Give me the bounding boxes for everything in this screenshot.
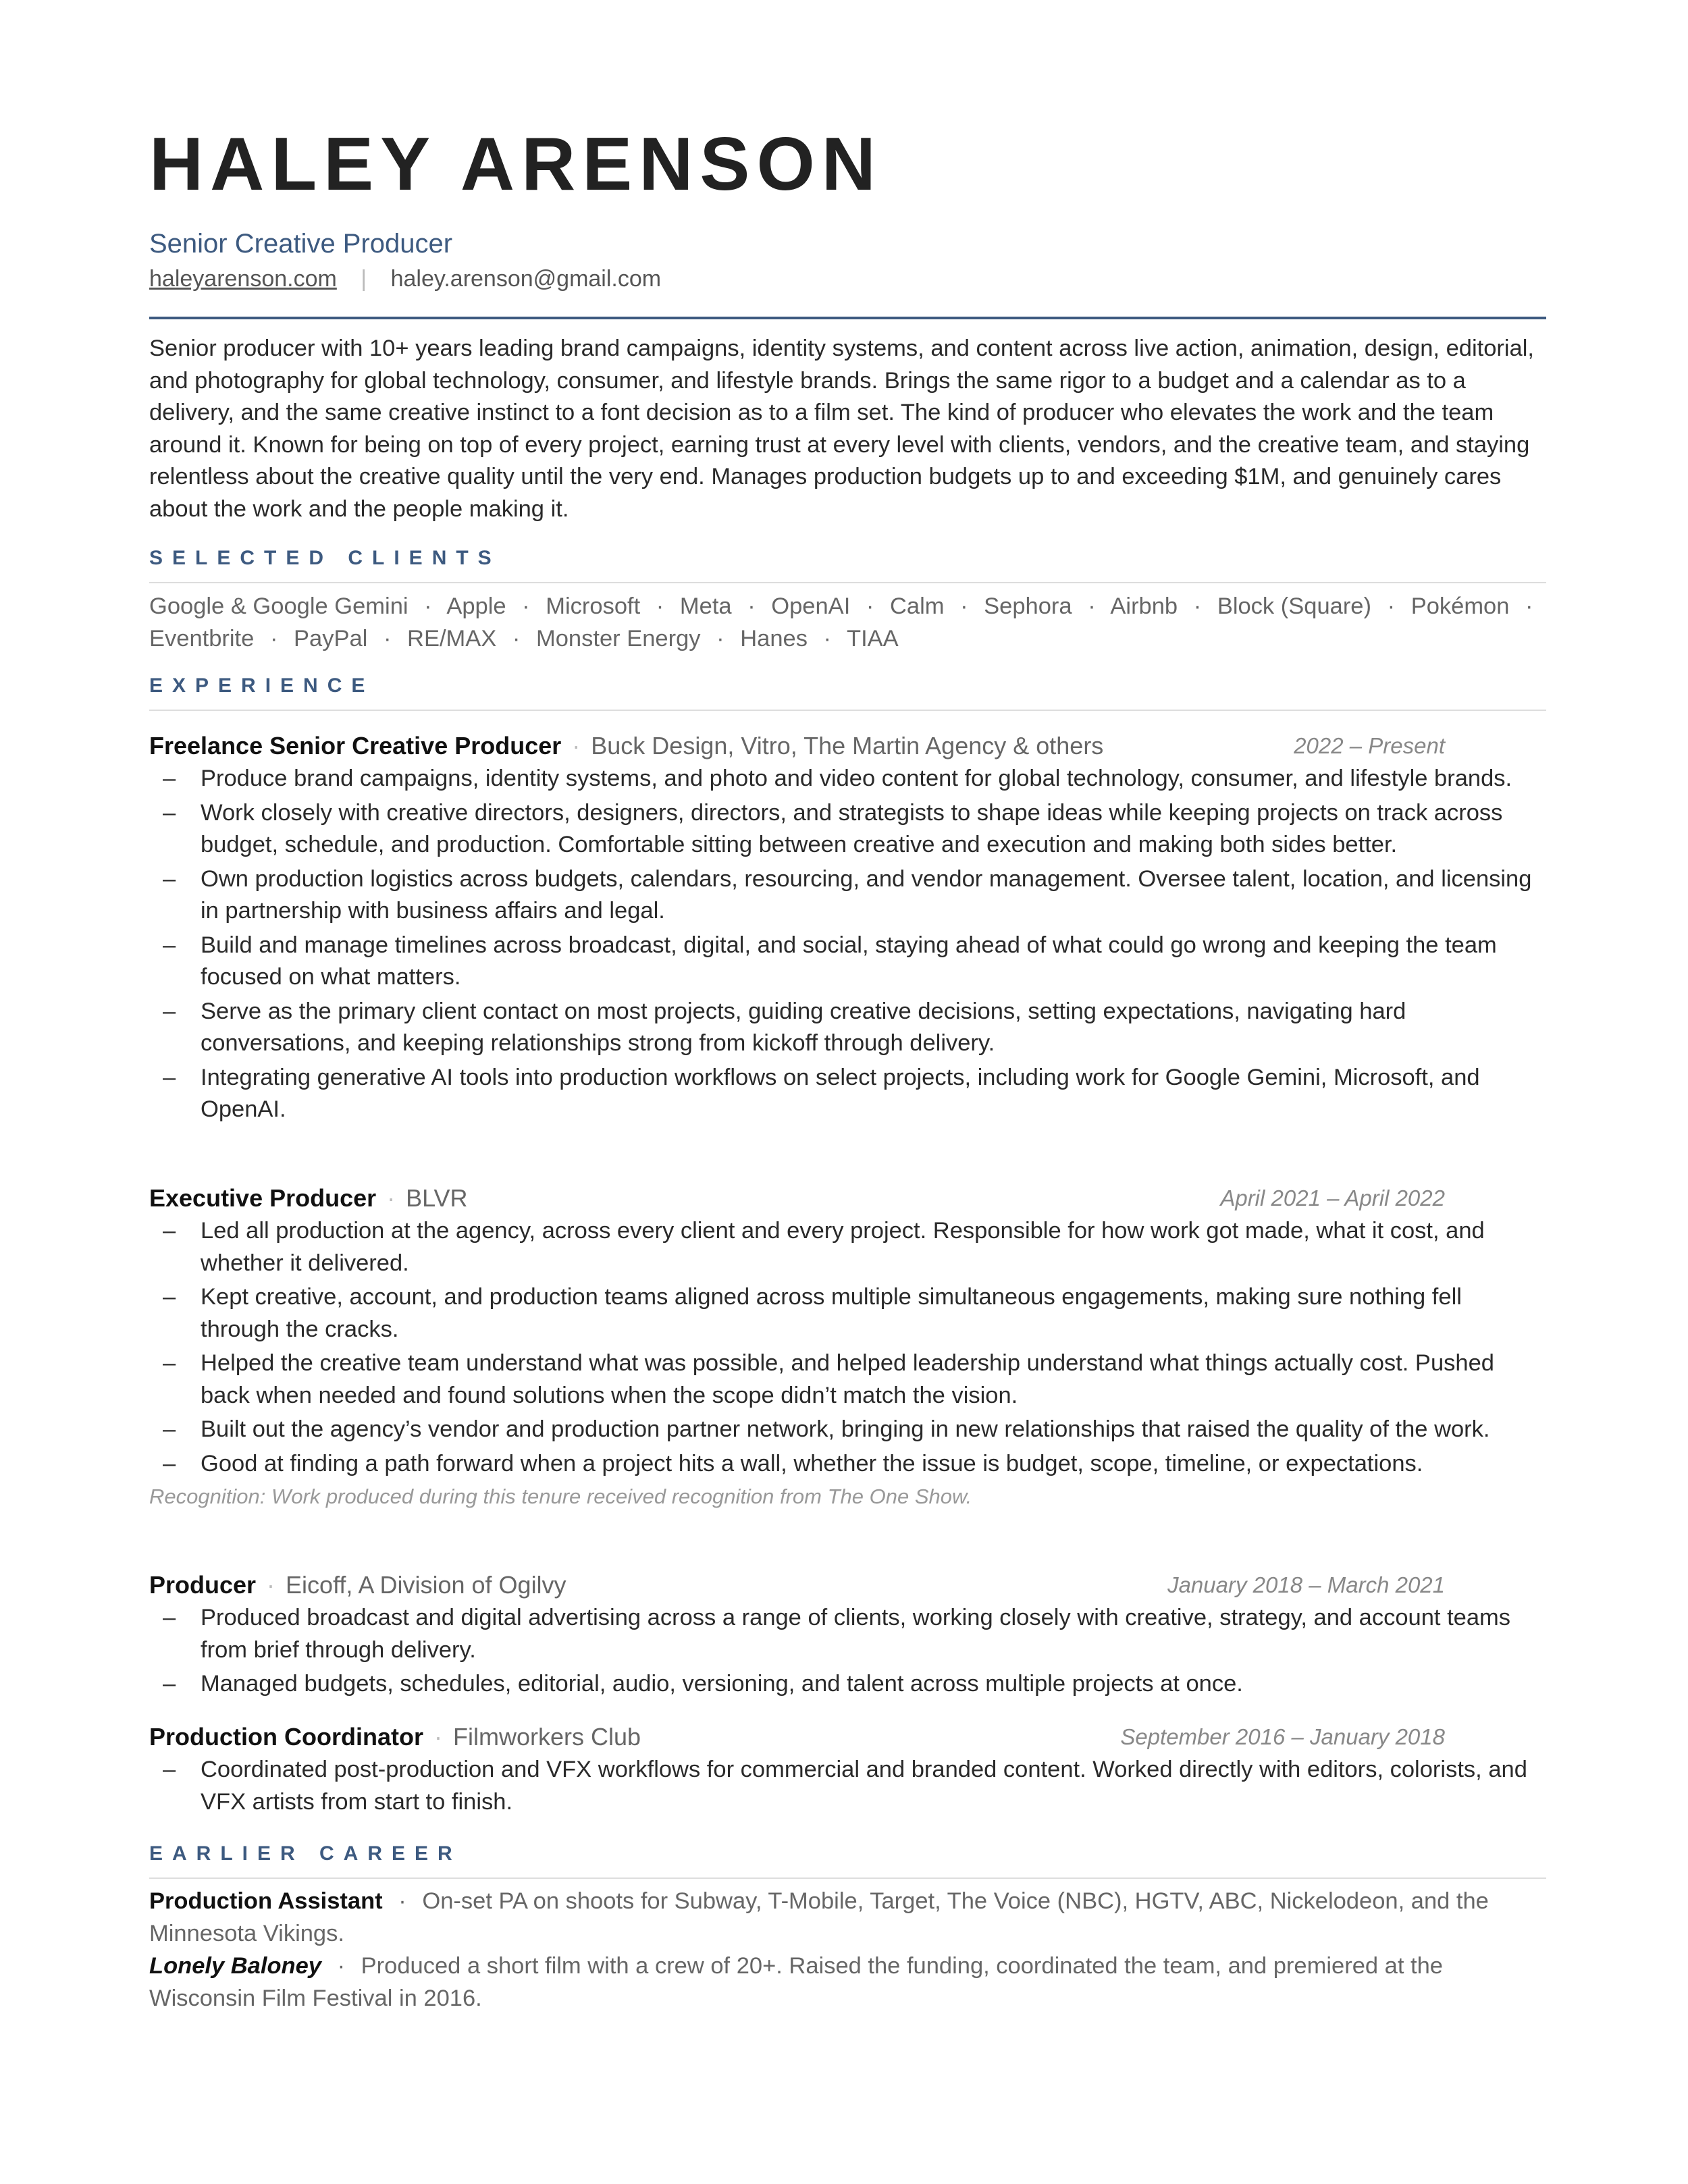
client-name: RE/MAX: [407, 626, 497, 651]
bullet-text: Managed budgets, schedules, editorial, audio, versioning, and talent across multiple projects at once.: [201, 1671, 1243, 1697]
header-divider: [149, 317, 1546, 319]
bullet-item: [149, 996, 1546, 1060]
client-name: TIAA: [847, 626, 899, 651]
job-dates: January 2018 – March 2021: [1167, 1572, 1445, 1597]
job-header: [149, 1568, 1546, 1602]
bullet-text: Serve as the primary client contact on most projects, guiding creative decisions, setting expectations, navigating hard conversations, and keeping relationships strong from kickoff through delivery.: [201, 998, 1406, 1056]
job-company: Buck Design, Vitro, The Martin Agency & others: [591, 732, 1104, 760]
summary-paragraph: Senior producer with 10+ years leading brand campaigns, identity systems, and content across live action, animation, design, editorial, and photography for global technology, consumer, and lifestyle brands. Brings the same rigor to a budget and a calendar as to a delivery, and the same creative instinct to a font decision as to a film set. The kind of producer who elevates the work and the team around it. Known for being on top of every project, earning trust at every level with clients, vendors, and the creative team, and staying relentless about the creative quality until the very end. Manages production budgets up to and exceeding $1M, and genuinely cares about the work and the people making it.: [149, 336, 1534, 522]
job-dates: September 2016 – January 2018: [1120, 1724, 1445, 1749]
client-separator: ·: [747, 593, 756, 619]
client-separator: ·: [1525, 593, 1533, 619]
section-divider-clients: [149, 582, 1546, 583]
bullet-dash: –: [163, 1284, 176, 1310]
bullet-dash: –: [163, 1450, 176, 1476]
bullet-item: [149, 1668, 1546, 1701]
client-name: Monster Energy: [536, 626, 701, 651]
client-separator: ·: [866, 593, 874, 619]
job-title: Producer: [149, 1571, 257, 1599]
job-header: [149, 1720, 1546, 1754]
client-name: OpenAI: [771, 593, 851, 619]
job-entry: [149, 1720, 1546, 1820]
bullet-dash: –: [163, 1218, 176, 1244]
contact-separator: |: [361, 266, 367, 292]
job-bullets: [149, 1215, 1546, 1480]
bullet-item: [149, 1062, 1546, 1126]
client-separator: ·: [269, 626, 278, 651]
client-separator: ·: [1088, 593, 1096, 619]
job-company: Eicoff, A Division of Ogilvy: [286, 1571, 566, 1599]
recognition-note: Recognition: Work produced during this tenure received recognition from The One Show.: [149, 1485, 972, 1508]
bullet-dash: –: [163, 799, 176, 826]
job-separator: ·: [267, 1571, 275, 1599]
bullet-item: [149, 1215, 1546, 1279]
job-dates: April 2021 – April 2022: [1220, 1186, 1445, 1210]
job-header: [149, 729, 1546, 763]
job-separator: ·: [572, 732, 581, 760]
bullet-item: [149, 1348, 1546, 1412]
job-bullets: [149, 763, 1546, 1126]
bullet-item: [149, 1414, 1546, 1446]
bullet-dash: –: [163, 1064, 176, 1090]
earlier-separator: ·: [337, 1953, 346, 1979]
earlier-separator: ·: [398, 1888, 406, 1914]
client-separator: ·: [716, 626, 724, 651]
client-name: Apple: [446, 593, 506, 619]
earlier-role: Lonely Baloney: [149, 1953, 321, 1979]
bullet-text: Own production logistics across budgets, calendars, resourcing, and vendor management. Oversee talent, location, and licensing in partnership with business affairs and legal.: [201, 865, 1532, 924]
bullet-dash: –: [163, 998, 176, 1024]
bullet-text: Good at finding a path forward when a project hits a wall, whether the issue is budget, scope, timeline, or expectations.: [201, 1450, 1423, 1476]
client-separator: ·: [656, 593, 664, 619]
bullet-item: [149, 797, 1546, 861]
bullet-item: [149, 863, 1546, 928]
bullet-text: Built out the agency’s vendor and production partner network, bringing in new relationships that raised the quality of the work.: [201, 1416, 1490, 1442]
job-title: Production Coordinator: [149, 1723, 423, 1751]
bullet-text: Integrating generative AI tools into production workflows on select projects, including work for Google Gemini, Microsoft, and OpenAI.: [201, 1064, 1480, 1122]
section-title-experience: EXPERIENCE: [149, 674, 375, 697]
bullet-dash: –: [163, 1416, 176, 1442]
earlier-entry: [149, 1885, 1546, 1950]
bullet-item: [149, 930, 1546, 994]
client-list: [149, 590, 1546, 655]
bullet-text: Produced broadcast and digital advertising across a range of clients, working closely with creative, strategy, and account teams from brief through delivery.: [201, 1605, 1511, 1663]
job-entry: [149, 729, 1546, 1128]
client-name: Sephora: [984, 593, 1072, 619]
section-divider-earlier: [149, 1877, 1546, 1879]
client-separator: ·: [522, 593, 530, 619]
client-name: Hanes: [740, 626, 808, 651]
bullet-item: [149, 1754, 1546, 1818]
client-separator: ·: [1387, 593, 1396, 619]
section-divider-experience: [149, 710, 1546, 711]
bullet-dash: –: [163, 766, 176, 791]
client-name: Block (Square): [1217, 593, 1371, 619]
client-name: Calm: [889, 593, 945, 619]
client-name: Google & Google Gemini: [149, 593, 408, 619]
client-separator: ·: [823, 626, 832, 651]
email-address[interactable]: haley.arenson@gmail.com: [390, 266, 662, 292]
bullet-text: Coordinated post-production and VFX workflows for commercial and branded content. Worked directly with editors, colorists, and VFX artists from start to finish.: [201, 1757, 1527, 1815]
bullet-dash: –: [163, 1757, 176, 1782]
bullet-text: Helped the creative team understand what was possible, and helped leadership understand what things actually cost. Pushed back when needed and found solutions when the scope didn’t match the vision.: [201, 1350, 1494, 1408]
client-separator: ·: [383, 626, 392, 651]
earlier-entry: [149, 1950, 1546, 2015]
bullet-dash: –: [163, 1605, 176, 1630]
bullet-item: [149, 1448, 1546, 1481]
bullet-item: [149, 1281, 1546, 1346]
client-separator: ·: [424, 593, 432, 619]
job-separator: ·: [433, 1723, 442, 1751]
job-title: Executive Producer: [149, 1184, 377, 1212]
job-company: BLVR: [406, 1184, 468, 1212]
client-separator: ·: [1193, 593, 1202, 619]
job-company: Filmworkers Club: [452, 1723, 641, 1751]
bullet-text: Work closely with creative directors, designers, directors, and strategists to shape ideas while keeping projects on track across budget, schedule, and production. Comfortable sitting between creative and execution and making both sides better.: [201, 799, 1503, 857]
website-link[interactable]: haleyarenson.com: [149, 266, 337, 292]
client-name: Airbnb: [1110, 593, 1178, 619]
section-title-earlier: EARLIER CAREER: [149, 1842, 462, 1865]
bullet-text: Build and manage timelines across broadcast, digital, and social, staying ahead of what could go wrong and keeping the team focused on what matters.: [201, 932, 1497, 990]
job-separator: ·: [387, 1184, 396, 1212]
bullet-dash: –: [163, 1671, 176, 1697]
client-separator: ·: [512, 626, 521, 651]
job-entry: [149, 1181, 1546, 1512]
bullet-text: Kept creative, account, and production teams aligned across multiple simultaneous engagements, making sure nothing fell through the cracks.: [201, 1284, 1462, 1342]
bullet-text: Produce brand campaigns, identity systems, and photo and video content for global technology, consumer, and lifestyle brands.: [201, 766, 1512, 791]
candidate-role: Senior Creative Producer: [149, 229, 453, 259]
job-header: [149, 1181, 1546, 1215]
bullet-item: [149, 1602, 1546, 1666]
client-separator: ·: [960, 593, 968, 619]
client-name: Eventbrite: [149, 626, 255, 651]
bullet-dash: –: [163, 1350, 176, 1376]
bullet-text: Led all production at the agency, across every client and every project. Responsible for how work got made, what it cost, and whether it delivered.: [201, 1218, 1485, 1276]
earlier-career-list: [149, 1885, 1546, 2015]
client-name: PayPal: [294, 626, 368, 651]
bullet-dash: –: [163, 932, 176, 958]
client-name: Pokémon: [1410, 593, 1510, 619]
job-title: Freelance Senior Creative Producer: [149, 732, 562, 760]
job-dates: 2022 – Present: [1294, 733, 1445, 758]
bullet-dash: –: [163, 865, 176, 892]
earlier-text: Produced a short film with a crew of 20+. Raised the funding, coordinated the team, and premiered at the Wisconsin Film Festival in 2016.: [149, 1953, 1443, 2011]
client-name: Microsoft: [546, 593, 641, 619]
job-bullets: [149, 1754, 1546, 1818]
job-entry: [149, 1568, 1546, 1703]
section-title-clients: SELECTED CLIENTS: [149, 547, 501, 569]
earlier-role: Production Assistant: [149, 1888, 383, 1914]
bullet-item: [149, 763, 1546, 795]
job-bullets: [149, 1602, 1546, 1701]
candidate-name: HALEY ARENSON: [149, 122, 882, 206]
contact-line: [149, 265, 661, 293]
earlier-text: On-set PA on shoots for Subway, T-Mobile, Target, The Voice (NBC), HGTV, ABC, Nickelodeon, and the Minnesota Vikings.: [149, 1888, 1489, 1946]
client-name: Meta: [679, 593, 732, 619]
